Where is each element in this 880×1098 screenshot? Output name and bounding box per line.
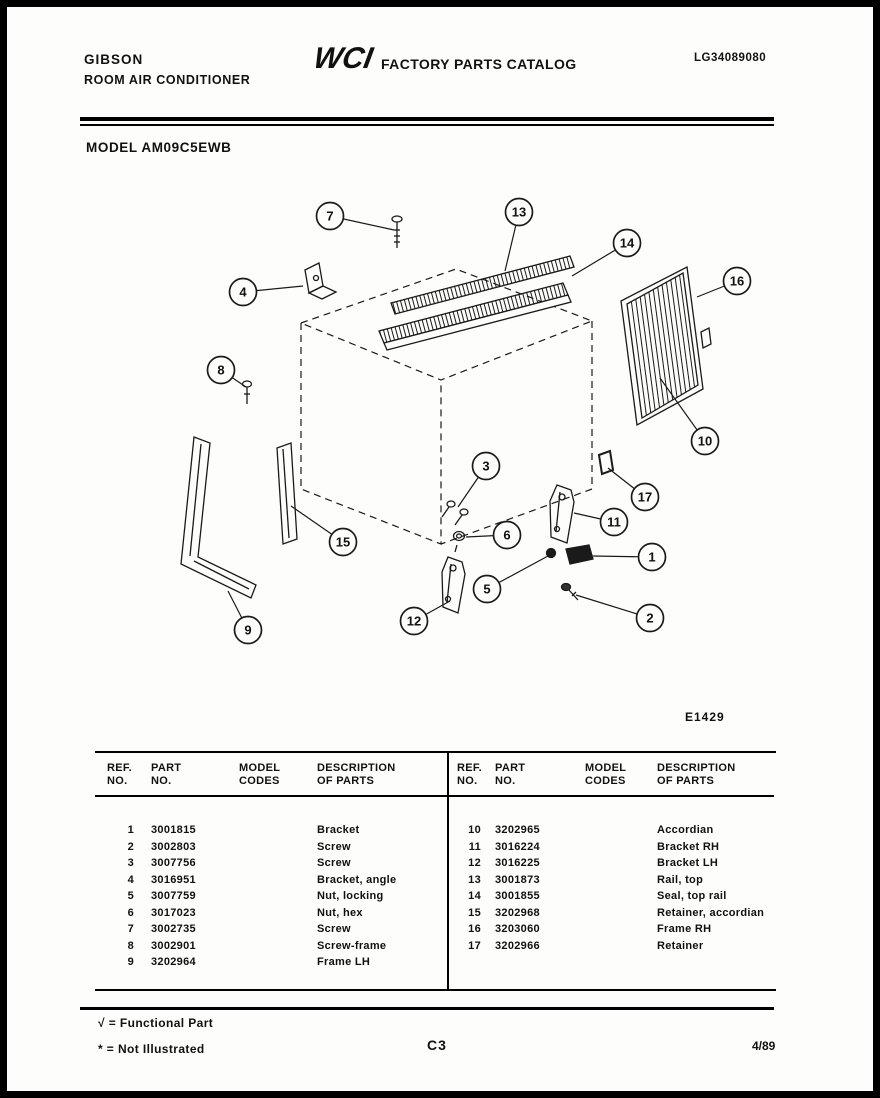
frame-lh-part <box>181 437 256 598</box>
legend-functional-part: √ = Functional Part <box>98 1016 214 1030</box>
parts-table-right <box>449 753 774 989</box>
cell-part: 3017023 <box>151 906 196 919</box>
cell-ref: 6 <box>127 906 134 919</box>
cell-part: 3016225 <box>495 857 540 869</box>
callout-11 <box>574 509 628 536</box>
svg-text:15: 15 <box>335 534 351 550</box>
cell-ref: 2 <box>127 840 134 853</box>
table-row <box>457 874 774 891</box>
cell-desc: Screw <box>317 840 351 853</box>
table-row <box>457 857 774 874</box>
cell-desc: Nut, locking <box>317 890 384 902</box>
svg-text:5: 5 <box>483 581 491 597</box>
cell-ref: 12 <box>468 857 481 869</box>
parts-table-left <box>95 753 449 989</box>
table-row <box>457 824 774 841</box>
cell-codes <box>585 890 657 907</box>
footer-divider <box>80 1007 774 1010</box>
cell-desc: Retainer, accordian <box>657 906 765 919</box>
cabinet-outline <box>301 269 592 544</box>
cell-codes <box>239 923 317 940</box>
column-header-codes: MODEL CODES <box>585 762 627 787</box>
cell-desc: Screw <box>317 923 351 935</box>
cell-desc: Screw-frame <box>317 939 387 952</box>
cell-ref: 8 <box>127 939 134 952</box>
cell-desc: Seal, top rail <box>657 890 727 902</box>
cell-part: 3001855 <box>495 890 540 902</box>
cell-ref: 14 <box>468 890 481 902</box>
screw-8-part <box>243 381 252 404</box>
callout-7 <box>317 203 395 231</box>
cell-ref: 7 <box>127 923 134 935</box>
nut-hex-part <box>454 532 465 553</box>
cell-part: 3202966 <box>495 939 540 952</box>
cell-part: 3002803 <box>151 840 196 853</box>
screw-2-part <box>562 584 579 601</box>
cell-ref: 15 <box>468 906 481 919</box>
retainer-accordian-part <box>277 443 297 544</box>
cell-part: 3001815 <box>151 824 196 836</box>
bracket-lh-part <box>442 557 465 613</box>
page-code: C3 <box>427 1037 447 1053</box>
cell-ref: 13 <box>468 873 481 886</box>
table-row <box>107 956 447 973</box>
table-row <box>457 890 774 907</box>
frame-rh-grille-part <box>621 267 711 425</box>
cell-codes <box>239 874 317 891</box>
table-row <box>107 874 447 891</box>
callout-5 <box>474 556 549 603</box>
screw-7-part <box>392 216 402 248</box>
cell-desc: Frame RH <box>657 923 712 935</box>
table-row <box>107 857 447 874</box>
cell-desc: Bracket, angle <box>317 873 397 886</box>
cell-codes <box>239 907 317 924</box>
screws-3-part <box>442 501 468 525</box>
product-name: ROOM AIR CONDITIONER <box>84 73 251 87</box>
cell-part: 3001873 <box>495 873 540 886</box>
legend-not-illustrated: * = Not Illustrated <box>98 1042 205 1056</box>
cell-codes <box>585 907 657 924</box>
cell-ref: 9 <box>127 956 134 968</box>
callout-1 <box>593 544 666 571</box>
cell-part: 3202968 <box>495 906 540 919</box>
figure-code: E1429 <box>685 710 725 724</box>
bracket-1-part <box>566 545 593 564</box>
svg-text:13: 13 <box>511 204 527 220</box>
cell-part: 3202965 <box>495 824 540 836</box>
svg-text:1: 1 <box>648 549 656 565</box>
wci-logo: WCI <box>311 42 376 75</box>
callout-3 <box>458 453 500 508</box>
callout-14 <box>572 230 641 277</box>
cell-codes <box>239 890 317 907</box>
cell-desc: Accordian <box>657 824 714 836</box>
cell-ref: 1 <box>127 824 134 836</box>
cell-codes <box>585 874 657 891</box>
cell-desc: Bracket LH <box>657 857 719 869</box>
callout-13 <box>505 199 533 272</box>
cell-ref: 17 <box>468 939 481 952</box>
cell-ref: 5 <box>127 890 134 902</box>
cell-codes <box>239 956 317 973</box>
callout-2 <box>576 595 664 632</box>
brand-name: GIBSON <box>84 52 144 67</box>
svg-text:2: 2 <box>646 610 654 626</box>
callout-4 <box>230 279 304 306</box>
cell-part: 3202964 <box>151 956 196 968</box>
table-row <box>107 824 447 841</box>
table-row <box>457 907 774 924</box>
cell-part: 3203060 <box>495 923 540 935</box>
cell-codes <box>239 841 317 858</box>
callout-17 <box>608 468 659 511</box>
callout-6 <box>466 522 521 549</box>
svg-text:14: 14 <box>619 235 635 251</box>
cell-part: 3002901 <box>151 939 196 952</box>
cell-ref: 16 <box>468 923 481 935</box>
cell-ref: 4 <box>127 873 134 886</box>
cell-codes <box>585 841 657 858</box>
cell-ref: 3 <box>127 857 134 869</box>
cell-codes <box>585 857 657 874</box>
cell-desc: Bracket RH <box>657 840 720 853</box>
table-row <box>107 841 447 858</box>
svg-text:11: 11 <box>607 514 621 530</box>
svg-text:17: 17 <box>637 489 653 505</box>
svg-text:6: 6 <box>503 527 511 543</box>
svg-text:7: 7 <box>326 208 334 224</box>
column-header-part: PART NO. <box>151 762 182 787</box>
svg-text:10: 10 <box>697 433 713 449</box>
column-header-part: PART NO. <box>495 762 526 787</box>
callout-16 <box>697 268 751 298</box>
table-row <box>107 940 447 957</box>
cell-part: 3007759 <box>151 890 196 902</box>
cell-desc: Retainer <box>657 939 704 952</box>
svg-text:9: 9 <box>244 622 252 638</box>
date-code: 4/89 <box>752 1039 776 1053</box>
cell-codes <box>239 824 317 841</box>
cell-codes <box>239 857 317 874</box>
table-header-row <box>95 753 447 797</box>
table-body <box>449 797 774 956</box>
document-number: LG34089080 <box>694 52 767 64</box>
table-row <box>457 923 774 940</box>
catalog-title: FACTORY PARTS CATALOG <box>381 56 577 72</box>
model-number: MODEL AM09C5EWB <box>86 140 232 155</box>
cell-desc: Nut, hex <box>317 906 363 919</box>
cell-codes <box>585 923 657 940</box>
angle-bracket-part <box>305 263 336 299</box>
svg-text:16: 16 <box>729 273 745 289</box>
column-header-desc: DESCRIPTION OF PARTS <box>657 762 736 787</box>
callout-9 <box>228 591 262 644</box>
svg-text:4: 4 <box>239 284 247 300</box>
bracket-rh-part <box>550 485 574 543</box>
cell-desc: Rail, top <box>657 873 704 886</box>
parts-table <box>95 751 776 991</box>
column-header-ref: REF. NO. <box>457 762 483 787</box>
svg-text:8: 8 <box>217 362 225 378</box>
svg-text:3: 3 <box>482 458 490 474</box>
exploded-diagram <box>0 170 880 755</box>
cell-desc: Bracket <box>317 824 360 836</box>
cell-part: 3016951 <box>151 873 196 886</box>
callout-8 <box>208 357 247 388</box>
table-row <box>457 940 774 957</box>
column-header-codes: MODEL CODES <box>239 762 281 787</box>
cell-codes <box>239 940 317 957</box>
table-row <box>107 907 447 924</box>
column-header-ref: REF. NO. <box>107 762 133 787</box>
cell-part: 3007756 <box>151 857 196 869</box>
cell-part: 3002735 <box>151 923 196 935</box>
column-header-desc: DESCRIPTION OF PARTS <box>317 762 396 787</box>
cell-ref: 10 <box>468 824 481 836</box>
table-row <box>107 923 447 940</box>
cell-codes <box>585 940 657 957</box>
table-row <box>107 890 447 907</box>
cell-codes <box>585 824 657 841</box>
cell-desc: Screw <box>317 857 351 869</box>
cell-desc: Frame LH <box>317 956 371 968</box>
table-row <box>457 841 774 858</box>
header-divider <box>80 117 774 126</box>
cell-part: 3016224 <box>495 840 540 853</box>
table-body <box>95 797 447 973</box>
svg-text:12: 12 <box>406 613 422 629</box>
callout-15 <box>291 506 357 556</box>
table-header-row <box>449 753 774 797</box>
cell-ref: 11 <box>468 840 481 853</box>
